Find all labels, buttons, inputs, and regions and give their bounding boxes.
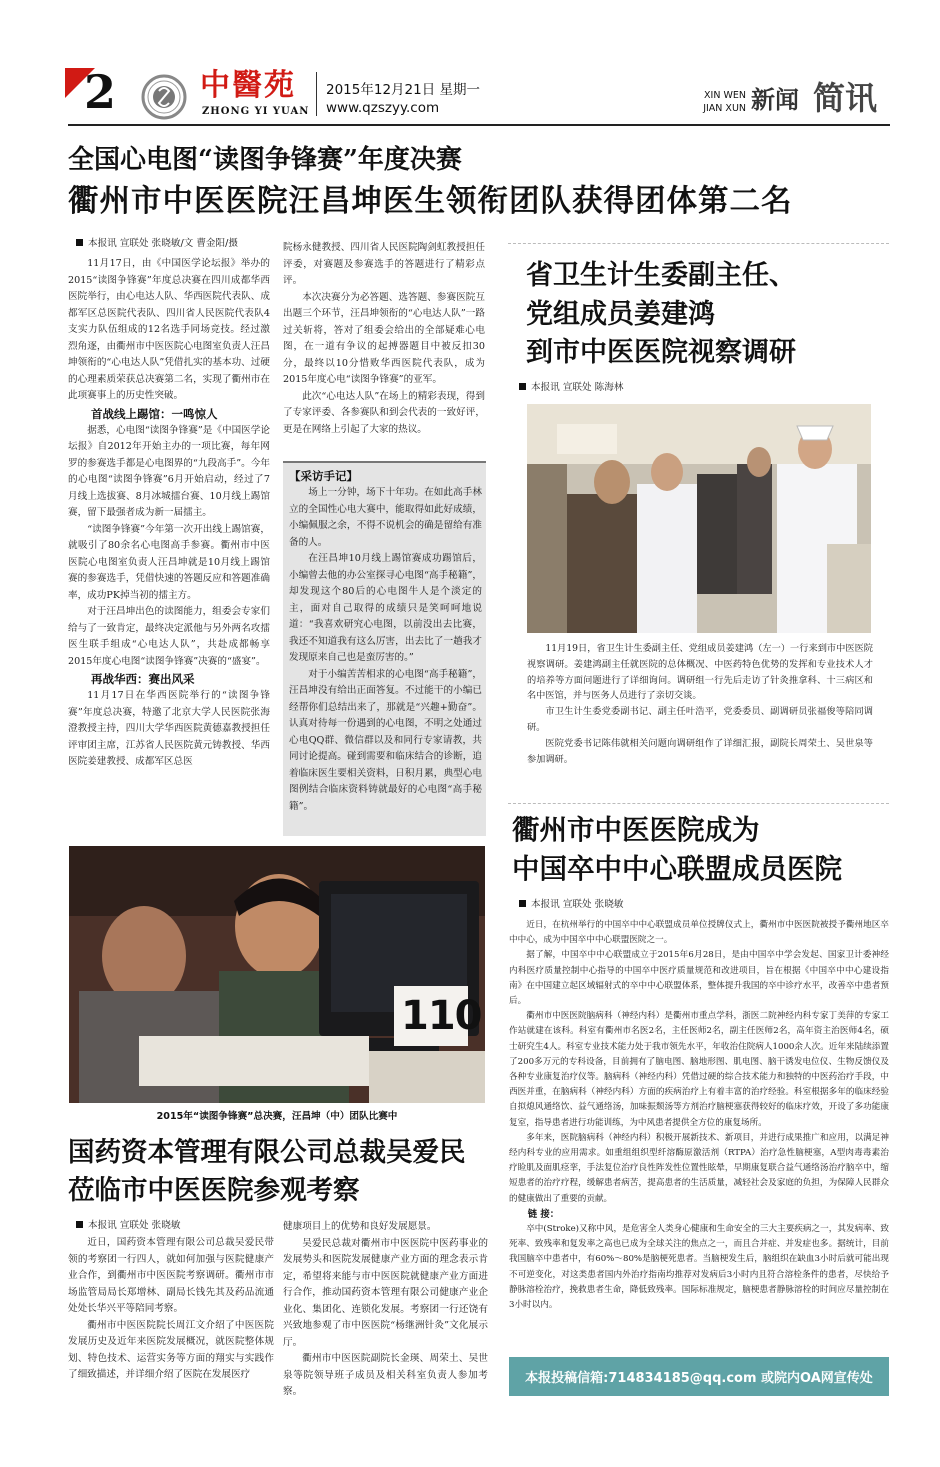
- article1-col1-para2: 据悉，心电图“读图争锋赛”是《中国医学论坛报》自2012年开始主办的一项比赛，每年网罗的参赛选手都是心电图界的“九段高手”。今年的心电图“读图争锋赛”6月开始启动，经过了7月线上选拔赛、8月冰城擂台赛、10月线上踢馆赛，留下最强者成为新一届擂主。: [68, 424, 270, 518]
- paper-title-cn: 中醫苑: [200, 68, 296, 103]
- page-number: 2: [84, 65, 117, 119]
- masthead: [0, 60, 940, 130]
- article1-byline-text: 本报讯 宣联处 张晓敏/文 曹金阳/摄: [88, 238, 238, 249]
- article1-byline: [76, 235, 238, 249]
- article4-col2: [283, 1219, 488, 1407]
- article2-byline-text: 本报讯 宣联处 陈海林: [531, 382, 624, 393]
- article3-para3: 衢州市中医医院脑病科（神经内科）是衢州市重点学科，浙医二院神经内科专家丁美萍的专家工作站就建在该科。科室有衢州市名医2名，主任医师2名，副主任医师2名，高年资主治医师4名，硕士研究生4人。科室专业技术能力处于我市领先水平，年收治住院病人1000余人次。近年来陆续添置了200多万元的专科设备，目前拥有了脑电图、脑地形图、肌电图、脑干诱发电位仪、生物反馈仪及各种专业康复治疗仪等。脑病科（神经内科）凭借过硬的综合技术能力和独特的中医药治疗手段，中西医并重，在脑病科（神经内科）方面的疾病治疗上有着丰富的治疗经验。科室根据多年的临床经验自拟熄风通络饮、益气通络汤，加味振颓汤等方剂治疗脑梗塞获得较好的临床疗效，开设了多功能康复室，指导患者进行功能训练，为中风患者提供全方位的康复场所。: [509, 1011, 889, 1128]
- interview-notes-para3: 对于小编苦苦相求的心电图“高手秘籍”，汪昌坤没有给出正面答复。不过能干的小编已经帮你们总结出来了，那就是“兴趣+勤奋”。认真对待每一份遇到的心电图，不明之处通过心电QQ群、微信群以及和同行专家请教，共同讨论提高。碰到需要和临床结合的诊断，追着临床医生要相关资料，日积月累，典型心电图例结合临床资料铸就最好的心电图“高手秘籍”。: [289, 668, 482, 812]
- byline-square-icon: [76, 1221, 83, 1228]
- article3-body: [509, 918, 889, 1343]
- contribute-banner: [509, 1357, 889, 1396]
- hospital-logo: [141, 74, 187, 120]
- article2-para1: 11月19日，省卫生计生委副主任、党组成员姜建鸿（左一）一行来到市中医医院视察调研。姜建鸿副主任就医院的总体概况、中医药特色优势的发挥和专业技术人才的培养等方面问题进行了详细询问。调研组一行先后走访了针灸推拿科、十三病区和名中医馆，并与医务人员进行了亲切交谈。: [527, 643, 873, 702]
- article1-col1-para1: 11月17日，由《中国医学论坛报》举办的2015“读图争锋赛”年度总决赛在四川成都华西医院举行，由心电达人队、华西医院代表队、成都军区总医院代表队、四川省人民医院代表队4支实力队伍组成的12名选手同场竞技。经过激烈角逐，由衢州市中医医院心电图室负责人汪昌坤领衔的“心电达人队”凭借扎实的基本功、过硬的心理素质荣获总决赛第二名，实现了衢州市在此项赛事上的历史性突破。: [68, 258, 270, 401]
- article1-col2-para1: 院杨永健教授、四川省人民医院陶剑虹教授担任评委，对赛题及参赛选手的答题进行了精彩点评。: [283, 242, 485, 286]
- contribute-banner-text: 本报投稿信箱:714834185@qq.com 或院内OA网宣传处: [525, 1371, 873, 1386]
- interview-notes-para1: 场上一分钟，场下十年功。在如此高手林立的全国性心电大赛中，能取得如此好成绩，小编佩服之余，不得不说机会的确是留给有准备的人。: [289, 487, 482, 548]
- masthead-vertical-rule: [316, 72, 317, 116]
- section-name-b: 简讯: [813, 79, 878, 117]
- website-url: www.qzszyy.com: [326, 100, 440, 116]
- article4-col2-para1: 健康项目上的优势和良好发展愿景。: [283, 1221, 437, 1232]
- article1-kicker: 全国心电图“读图争锋赛”年度决赛: [68, 145, 462, 175]
- article1-subhead-2: 再战华西：赛出风采: [91, 672, 195, 686]
- article2-byline: [519, 379, 623, 393]
- article2-para3: 医院党委书记陈伟就相关问题向调研组作了详细汇报，副院长周荣土、吴世泉等参加调研。: [527, 737, 873, 765]
- article4-col1: [68, 1235, 274, 1407]
- article1-col1-para4: 对于汪昌坤出色的读图能力，组委会专家们给与了一致肯定，最终决定派他与另外两名攻擂医生联手组成“心电达人队”，共赴成都畅享2015年度心电图“读图争锋赛”决赛的“盛宴”。: [68, 606, 270, 667]
- article1-col1-para5: 11月17日在华西医院举行的“读图争锋赛”年度总决赛，特邀了北京大学人民医院张海澄教授主持，四川大学华西医院黄德嘉教授担任评审团主席，江苏省人民医院黄元铸教授、华西医院姜建教授、成都军区总医: [68, 690, 270, 767]
- interview-notes-box: [283, 461, 486, 836]
- article4-headline-line2: 莅临市中医医院参观考察: [68, 1175, 360, 1206]
- masthead-rule: [68, 124, 890, 126]
- article2-headline-line1: 省卫生计生委副主任、: [526, 260, 796, 291]
- competition-photo: [69, 846, 485, 1103]
- issue-date: 2015年12月21日 星期一: [326, 82, 481, 98]
- article1-col2: [283, 240, 485, 456]
- byline-square-icon: [519, 383, 526, 390]
- article3-link-title: 链 接：: [527, 1208, 560, 1220]
- article1-subhead-1: 首战线上踢馆：一鸣惊人: [91, 406, 218, 421]
- byline-square-icon: [76, 239, 83, 246]
- interview-notes-para2: 在汪昌坤10月线上踢馆赛成功踢馆后，小编曾去他的办公室探寻心电图“高手秘籍”，却发现这个80后的心电图牛人是个淡定的主，面对自己取得的成绩只是笑呵呵地说道：“我喜欢研究心电图，以前没出去比赛，我还不知道我有这么厉害，出去比了一趟我才发现原来自己也是蛮厉害的。”: [289, 553, 482, 663]
- byline-square-icon: [519, 900, 526, 907]
- article1-col1: [68, 256, 270, 834]
- article4-byline-text: 本报讯 宣联处 张晓敏: [88, 1220, 181, 1231]
- article4-col2-para3: 衢州市中医医院副院长金瑛、周荣土、吴世泉等院领导班子成员及相关科室负责人参加考察。: [283, 1353, 488, 1397]
- article1-col2-para2: 本次决赛分为必答题、选答题、参赛医院互出题三个环节，汪昌坤领衔的“心电达人队”一路过关斩将，答对了组委会给出的全部疑难心电图，在一道有争议的起搏器题目中被反扣30分，最终以10分惜败华西医院代表队，成为2015年度心电“读图争锋赛”的亚军。: [283, 291, 485, 385]
- section-en-2: JIAN XUN: [703, 103, 746, 114]
- article4-headline-line1: 国药资本管理有限公司总裁吴爱民: [68, 1137, 466, 1168]
- article3-para5: 卒中(Stroke)又称中风，是危害全人类身心健康和生命安全的三大主要疾病之一，其发病率、致死率、致残率和复发率之高也已成为全球关注的焦点之一，而且合并症、并发症也多。据统计，目前我国脑卒中患者中，有60%～80%是脑梗死患者。当脑梗发生后，脑组织在缺血3小时后就可能出现不可逆变化，对这类患者国内外治疗指南均推荐对发病后3小时内且符合溶栓条件的患者，尽快给予静脉溶栓治疗，挽救患者生命，降低致残率。国际标准规定，脑梗患者静脉溶栓的时间应尽量控制在3小时以内。: [509, 1224, 889, 1311]
- article2-headline-line2: 党组成员姜建鸿: [526, 299, 715, 330]
- paper-title-pinyin: ZHONG YI YUAN: [202, 106, 310, 117]
- article4-col1-para2: 衢州市中医医院院长周江文介绍了中医医院发展历史及近年来医院发展概况，就医院整体规划、特色技术、运营实务等方面的翔实与实践作了细致描述，并详细介绍了医院在发展医疗: [68, 1319, 274, 1380]
- article3-headline-line2: 中国卒中中心联盟成员医院: [512, 853, 842, 885]
- section-name-a: 新闻: [751, 85, 799, 114]
- article1-headline: 衢州市中医医院汪昌坤医生领衔团队获得团体第二名: [68, 184, 793, 219]
- article3-para1: 近日，在杭州举行的中国卒中中心联盟成员单位授牌仪式上，衢州市中医医院被授予衢州地区卒中中心，成为中国卒中中心联盟医院之一。: [509, 920, 889, 946]
- article3-headline-line1: 衢州市中医医院成为: [512, 814, 760, 846]
- article4-col2-para2: 吴爱民总裁对衢州市中医医院中医药事业的发展势头和医院发展健康产业方面的理念表示肯定，希望将来能与市中医医院就健康产业方面进行合作，推动国药资本管理有限公司健康产业企业化、集团化、连锁化发展。考察团一行还饶有兴致地参观了市中医医院“杨继洲针灸”文化展示厅。: [283, 1237, 488, 1348]
- scoreboard-digits: 110: [401, 993, 482, 1039]
- article2-para2: 市卫生计生委党委副书记、副主任叶浩平，党委委员、副调研员张福俊等陪同调研。: [527, 706, 873, 733]
- article3-para2: 据了解，中国卒中中心联盟成立于2015年6月28日，是由中国卒中学会发起、国家卫计委神经内科医疗质量控制中心指导的中国卒中医疗质量规范和改进项目，旨在根据《中国卒中中心建设指南》在中国建立起区域辐射式的卒中中心联盟体系，整体提升我国的卒中诊疗水平，改善卒中患者预后。: [509, 950, 889, 1007]
- article4-col1-para1: 近日，国药资本管理有限公司总裁吴爱民带领的考察团一行四人，就如何加强与医院健康产业合作，到衢州市中医医院考察调研。衢州市市场监管局局长郑增林、副局长钱先其及药品流通处处长华兴平等陪同考察。: [68, 1237, 274, 1314]
- article1-col1-para3: “读图争锋赛”今年第一次开出线上踢馆赛，就吸引了80余名心电图高手参赛。衢州市中医医院心电图室负责人汪昌坤就是10月线上踢馆赛的参赛选手，凭借快速的答题反应和答题准确率，成功PK掉当初的擂主方。: [68, 523, 270, 601]
- article2-body: [527, 641, 873, 806]
- article3-para4: 多年来，医院脑病科（神经内科）积极开展新技术、新项目，并进行成果推广和应用，以满足神经内科专业的应用需求。如重组组织型纤溶酶原激活剂（RTPA）治疗急性脑梗塞，A型肉毒毒素治疗睑肌及面肌痉挛，手法复位治疗良性阵发性位置性眩晕，早期康复联合益气通络汤治疗脑卒中，缩短患者的治疗疗程，缓解患者病苦，提高患者的生活质量，减轻社会及家庭的负担，为保障人民群众的健康做出了重要的贡献。: [509, 1132, 889, 1204]
- section-en-1: XIN WEN: [704, 90, 746, 101]
- article3-byline: [519, 896, 623, 910]
- article3-byline-text: 本报讯 宣联处 张晓敏: [531, 899, 624, 910]
- inspection-photo: [527, 404, 871, 633]
- competition-photo-caption: 2015年“读图争锋赛”总决赛，汪昌坤（中）团队比赛中: [156, 1111, 398, 1122]
- article1-col2-para3: 此次“心电达人队”在场上的精彩表现，得到了专家评委、各参赛队和到会代表的一致好评，更是在网络上引起了大家的热议。: [283, 390, 485, 435]
- interview-notes-title: 【采访手记】: [289, 469, 358, 483]
- article4-byline: [76, 1217, 180, 1231]
- article2-headline-line3: 到市中医医院视察调研: [526, 337, 796, 368]
